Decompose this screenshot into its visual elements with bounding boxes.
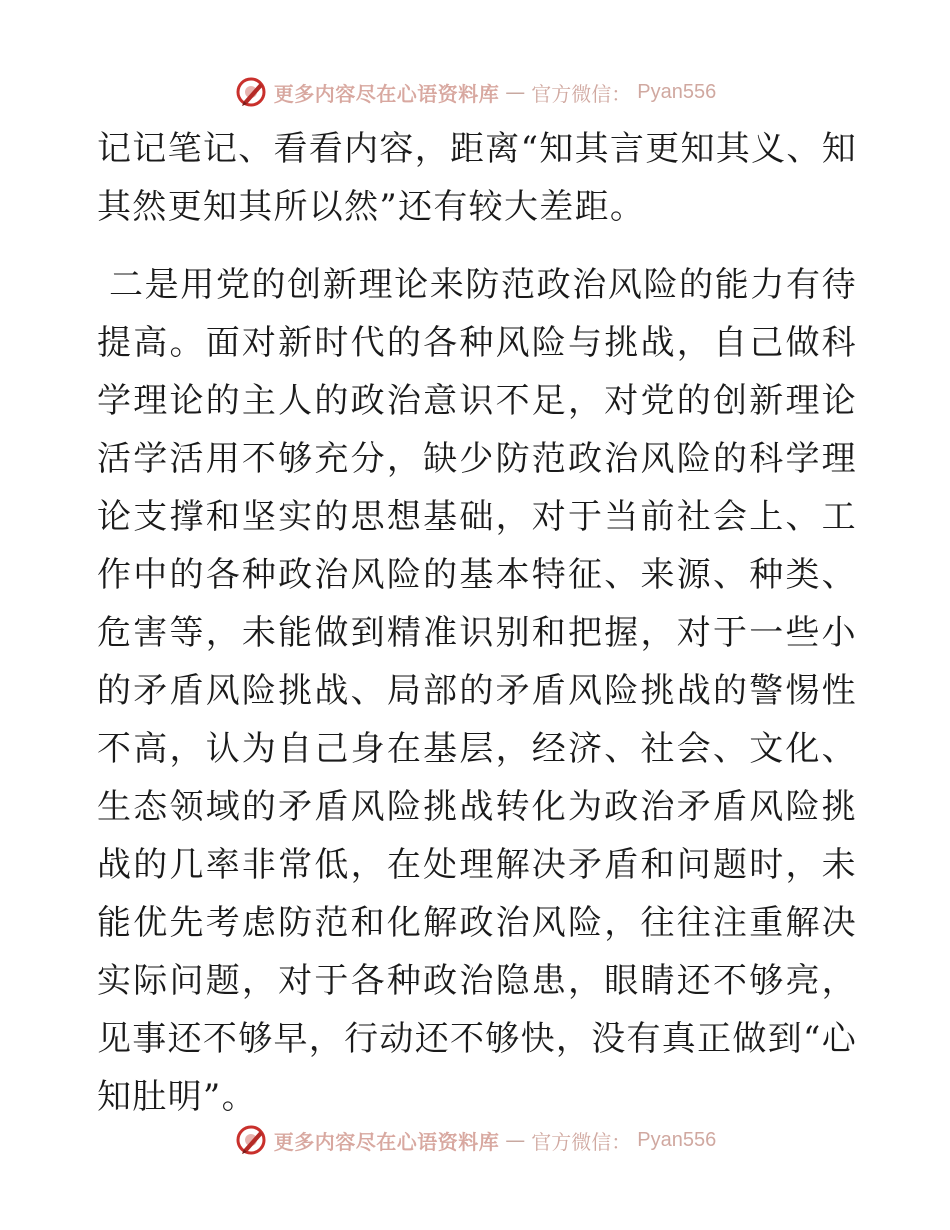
watermark-wechat-id: Pyan556 (637, 80, 717, 103)
document-body (97, 120, 857, 1126)
watermark-dash: — (505, 80, 526, 104)
footer-watermark (0, 1120, 950, 1160)
pen-circle-logo-icon (234, 1123, 268, 1157)
watermark-wechat-id: Pyan556 (637, 1128, 717, 1151)
watermark-site-text: 更多内容尽在心语资料库 (273, 1129, 500, 1154)
header-watermark (0, 72, 950, 112)
watermark-wechat-label: 官方微信： (531, 81, 632, 106)
watermark-wechat-label: 官方微信： (531, 1129, 632, 1154)
paragraph-2: 二是用党的创新理论来防范政治风险的能力有待提高。面对新时代的各种风险与挑战，自己做科学理论的主人的政治意识不足，对党的创新理论活学活用不够充分，缺少防范政治风险的科学理论支撑和坚实的思想基础，对于当前社会上、工作中的各种政治风险的基本特征、来源、种类、危害等，未能做到精准识别和把握，对于一些小的矛盾风险挑战、局部的矛盾风险挑战的警惕性不高，认为自己身在基层，经济、社会、文化、生态领域的矛盾风险挑战转化为政治矛盾风险挑战的几率非常低，在处理解决矛盾和问题时，未能优先考虑防范和化解政治风险，往往注重解决实际问题，对于各种政治隐患，眼睛还不够亮，见事还不够早，行动还不够快，没有真正做到“心知肚明”。 (97, 265, 857, 1117)
paragraph-1: 记记笔记、看看内容，距离“知其言更知其义、知其然更知其所以然”还有较大差距。 (97, 129, 857, 227)
watermark-site-text: 更多内容尽在心语资料库 (273, 81, 500, 106)
pen-circle-logo-icon (234, 75, 268, 109)
watermark-dash: — (505, 1128, 526, 1152)
